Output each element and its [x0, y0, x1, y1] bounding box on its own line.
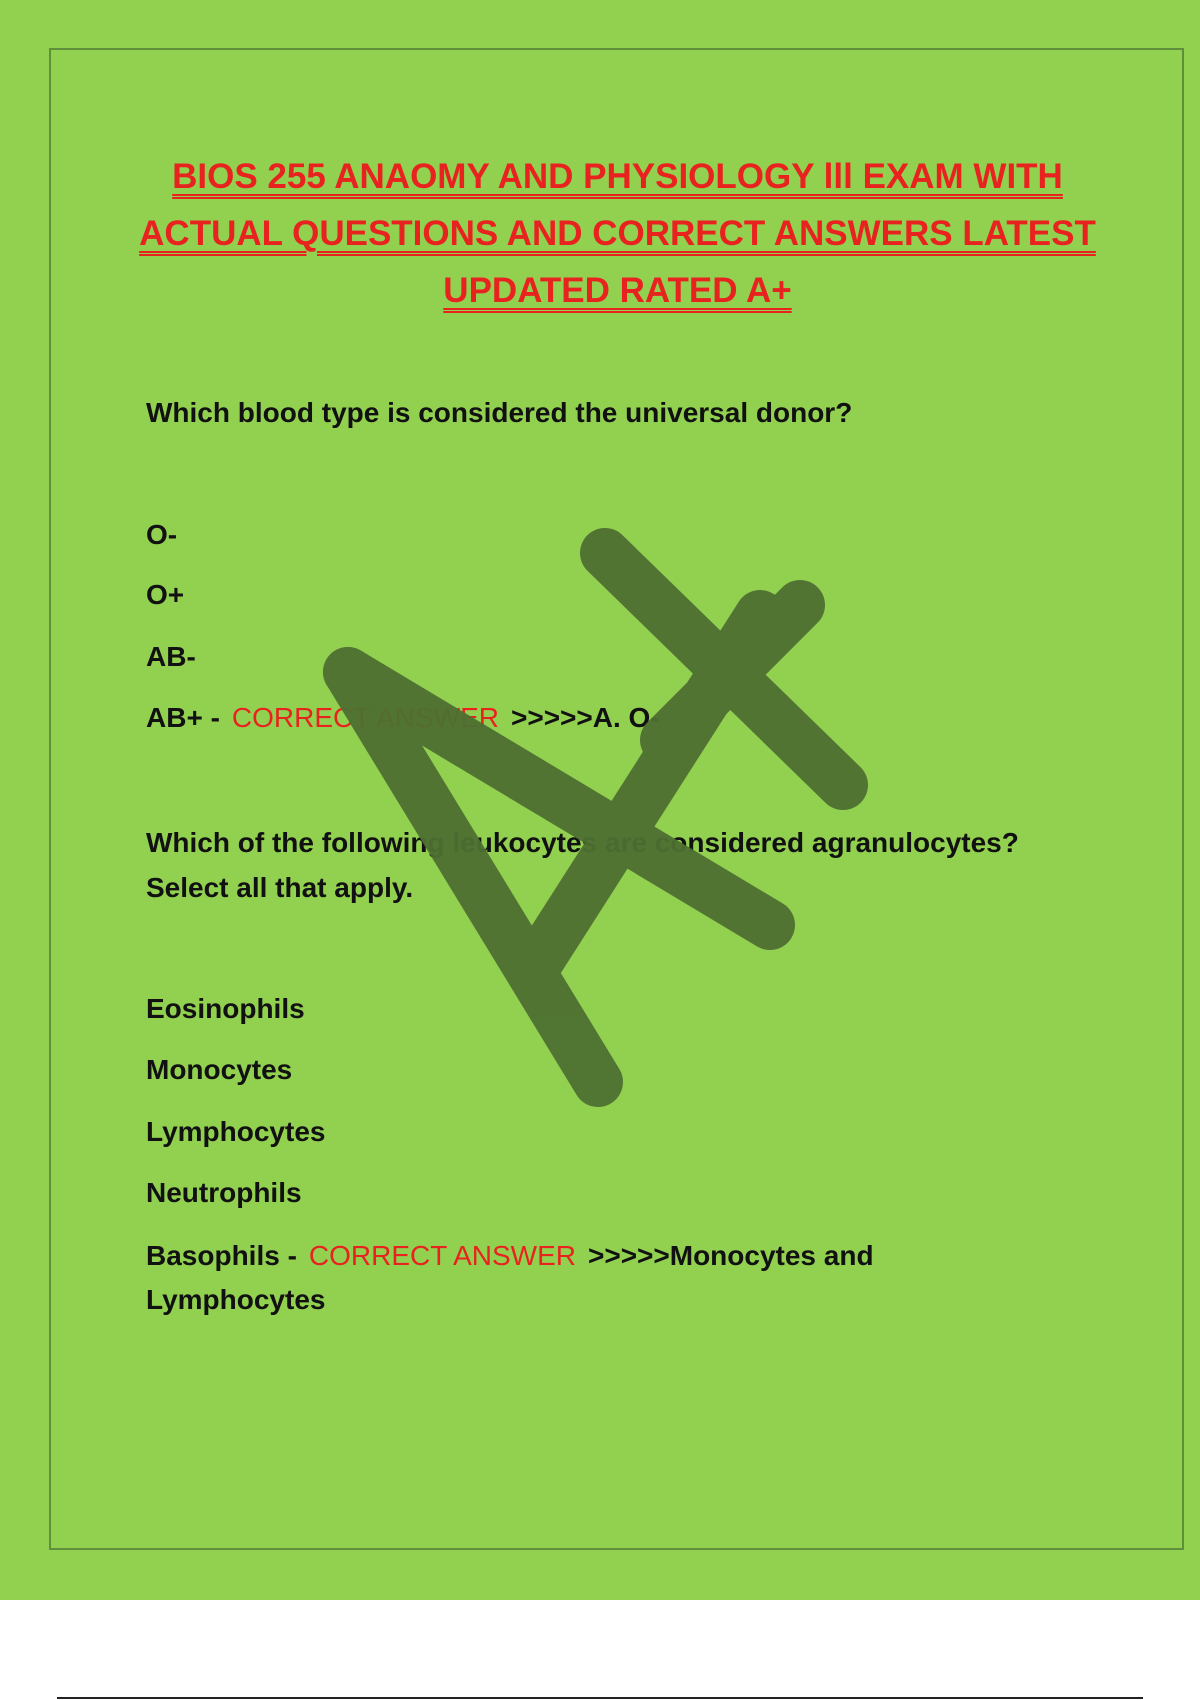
question-1-answer-line [146, 696, 660, 740]
question-2-option: Basophils - [146, 1240, 297, 1271]
document-title [120, 148, 1115, 319]
question-2-text: Which of the following leukocytes are considered agranulocytes? [146, 827, 1019, 858]
title-line: BIOS 255 ANAOMY AND PHYSIOLOGY lll EXAM WITH [172, 157, 1063, 196]
question-2-answer-continuation: Lymphocytes [146, 1284, 326, 1315]
footer-divider [57, 1697, 1143, 1699]
question-2-option: Neutrophils [146, 1177, 302, 1208]
question-2-answer-line [146, 1234, 874, 1278]
question-1-option: AB- [146, 641, 196, 672]
question-2-option: Monocytes [146, 1054, 293, 1085]
correct-answer-value: >>>>>A. O- [510, 702, 660, 733]
correct-answer-label: CORRECT ANSWER [308, 1240, 576, 1271]
question-1-option: O- [146, 519, 178, 550]
question-2-text: Select all that apply. [146, 872, 414, 903]
title-line: ACTUAL QUESTIONS AND CORRECT ANSWERS LATEST [139, 214, 1096, 253]
question-1-option: AB+ - [146, 702, 220, 733]
question-2-option: Eosinophils [146, 993, 305, 1024]
question-1-option: O+ [146, 579, 185, 610]
title-line: UPDATED RATED A+ [443, 271, 792, 310]
question-2-option: Lymphocytes [146, 1116, 326, 1147]
correct-answer-label: CORRECT ANSWER [231, 702, 499, 733]
correct-answer-value: >>>>>Monocytes and [588, 1240, 874, 1271]
question-1-text: Which blood type is considered the universal donor? [146, 397, 853, 428]
